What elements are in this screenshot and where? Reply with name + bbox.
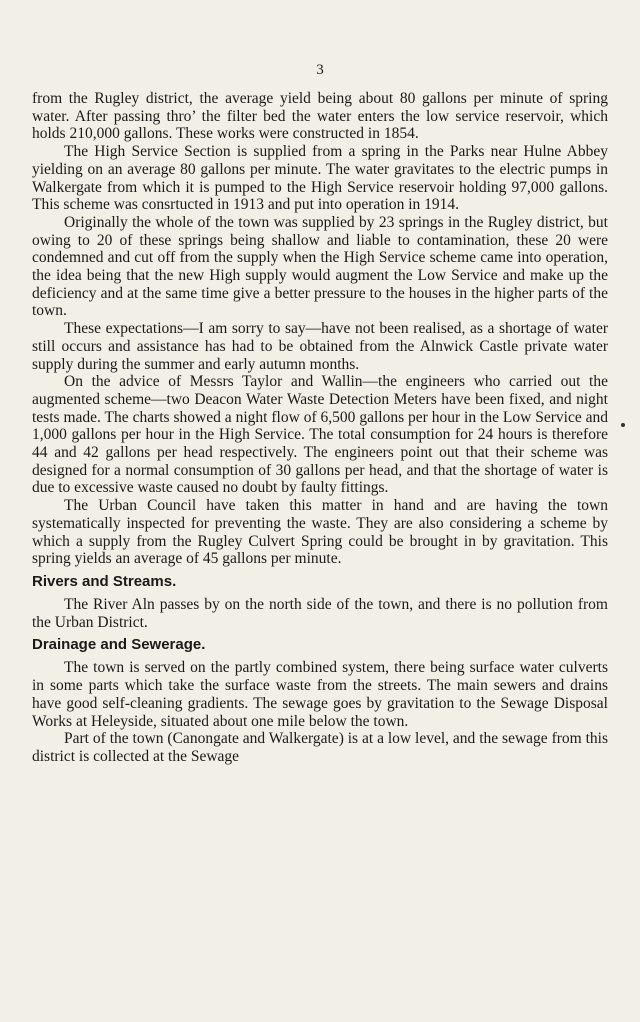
- body-text: [32, 90, 608, 766]
- paragraph: The Urban Council have taken this matter in hand and are having the town systematically inspected for preventing the waste. They are also considering a scheme by which a supply from the Rugley Culvert Spring could be brought in by gravitation. This spring yields an average of 45 gallons per minute.: [32, 497, 608, 568]
- section-heading-rivers: Rivers and Streams.: [32, 572, 177, 590]
- paragraph: On the advice of Messrs Taylor and Wallin—the engineers who carried out the augmented scheme—two Deacon Water Waste Detection Meters have been fixed, and night tests made. The charts showed a night flow of 6,500 gallons per hour in the Low Service and 1,000 gallons per hour in the High Service. The total consumption for 24 hours is therefore 44 and 42 gallons per head respectively. The engineers point out that their scheme was designed for a normal consumption of 30 gallons per head, and that the shortage of water is due to excessive waste caused no doubt by faulty fittings.: [32, 373, 608, 497]
- paragraph: from the Rugley district, the average yield being about 80 gallons per minute of spring water. After passing thro’ the filter bed the water enters the low service reservoir, which holds 210,000 gallons. These works were constructed in 1854.: [32, 90, 608, 143]
- paragraph: The High Service Section is supplied from a spring in the Parks near Hulne Abbey yielding on an average 80 gallons per minute. The water gravitates to the electric pumps in Walkergate from which it is pumped to the High Service reservoir holding 97,000 gallons. This scheme was consrtucted in 1913 and put into operation in 1914.: [32, 143, 608, 214]
- paragraph: The town is served on the partly combined system, there being surface water culverts in some parts which take the surface waste from the streets. The main sewers and drains have good self-cleaning gradients. The sewage goes by gravitation to the Sewage Disposal Works at Heleyside, situated about one mile below the town.: [32, 659, 608, 730]
- section-heading-drainage: Drainage and Sewerage.: [32, 636, 206, 654]
- page-number: 3: [316, 62, 324, 78]
- margin-mark: [621, 423, 625, 427]
- paragraph: Originally the whole of the town was supplied by 23 springs in the Rugley district, but owing to 20 of these springs being shallow and liable to contamination, these 20 were condemned and cut off from the supply when the High Service scheme came into operation, the idea being that the new High supply would augment the Low Service and make up the deficiency and at the same time give a better pressure to the houses in the higher parts of the town.: [32, 213, 608, 320]
- paragraph: These expectations—I am sorry to say—have not been realised, as a shortage of water still occurs and assistance has had to be obtained from the Alnwick Castle private water supply during the summer and early autumn months.: [32, 320, 608, 373]
- paragraph: The River Aln passes by on the north side of the town, and there is no pollution from the Urban District.: [32, 595, 608, 631]
- paragraph: Part of the town (Canongate and Walkergate) is at a low level, and the sewage from this district is collected at the Sewage: [32, 730, 608, 765]
